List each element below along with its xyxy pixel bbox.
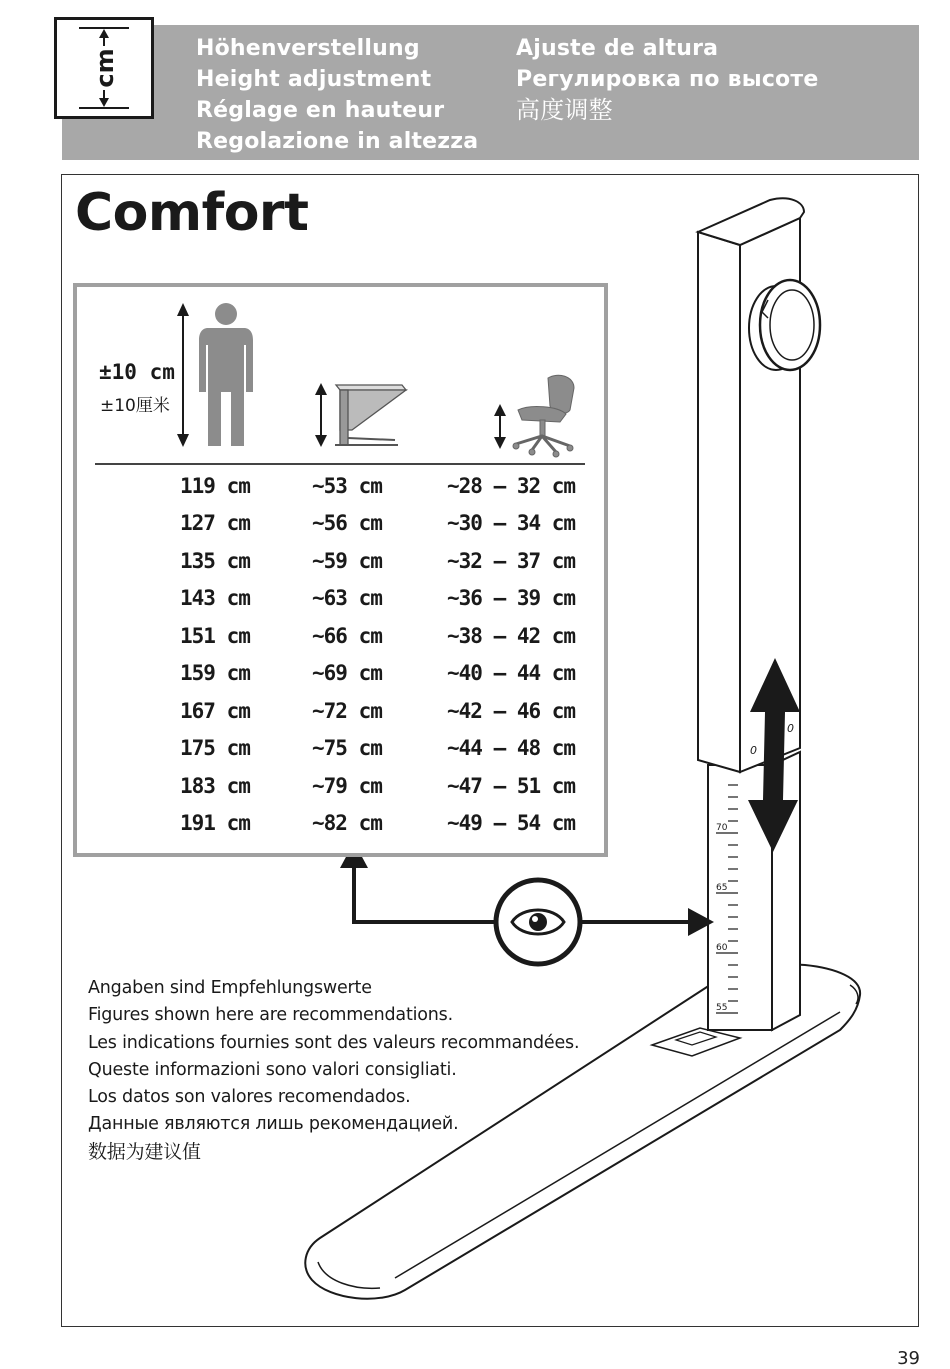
chair-height-cell: ~42 – 46 cm (447, 699, 576, 723)
person-height-cell: 151 cm (180, 624, 250, 648)
tolerance-label-cn: ±10厘米 (100, 396, 170, 416)
chair-height-cell: ~36 – 39 cm (447, 586, 576, 610)
note-cn: 数据为建议值 (88, 1140, 201, 1163)
page-title: Comfort (75, 183, 309, 243)
tolerance-label: ±10 cm (99, 360, 175, 384)
scale-label-60: 60 (716, 943, 728, 953)
person-height-cell: 135 cm (180, 549, 250, 573)
svg-text:0: 0 (750, 744, 757, 757)
desk-height-cell: ~63 cm (312, 586, 382, 610)
svg-text:0: 0 (787, 722, 794, 735)
chair-height-cell: ~32 – 37 cm (447, 549, 576, 573)
desk-height-cell: ~72 cm (312, 699, 382, 723)
header-title-cn: 高度调整 (516, 96, 613, 124)
desk-height-cell: ~53 cm (312, 474, 382, 498)
person-height-cell: 175 cm (180, 736, 250, 760)
desk-height-cell: ~82 cm (312, 811, 382, 835)
table-row (0, 736, 950, 766)
desk-height-cell: ~75 cm (312, 736, 382, 760)
scale-label-65: 65 (716, 883, 728, 893)
person-height-cell: 119 cm (180, 474, 250, 498)
note-en: Figures shown here are recommendations. (88, 1005, 453, 1026)
person-height-cell: 127 cm (180, 511, 250, 535)
header-title-en: Height adjustment (196, 67, 432, 92)
chair-height-arrow-icon (494, 404, 506, 449)
chair-height-cell: ~44 – 48 cm (447, 736, 576, 760)
chair-height-cell: ~49 – 54 cm (447, 811, 576, 835)
note-es: Los datos son valores recomendados. (88, 1087, 411, 1108)
person-height-cell: 167 cm (180, 699, 250, 723)
table-row (0, 474, 950, 504)
person-icon (199, 303, 253, 446)
header-title-de: Höhenverstellung (196, 36, 420, 61)
note-ru: Данные являются лишь рекомендацией. (88, 1114, 459, 1135)
person-height-cell: 159 cm (180, 661, 250, 685)
header-title-ru: Регулировка по высоте (516, 67, 819, 92)
cm-label: cm (91, 48, 119, 88)
chair-height-cell: ~47 – 51 cm (447, 774, 576, 798)
header-title-es: Ajuste de altura (516, 36, 719, 61)
person-height-cell: 143 cm (180, 586, 250, 610)
chair-height-cell: ~28 – 32 cm (447, 474, 576, 498)
person-height-arrow-icon (177, 303, 189, 447)
table-row (0, 511, 950, 541)
header-title-fr: Réglage en hauteur (196, 98, 445, 123)
table-header-divider (95, 463, 585, 465)
recommendation-notes (88, 975, 579, 1166)
note-de: Angaben sind Empfehlungswerte (88, 978, 372, 998)
person-height-cell: 191 cm (180, 811, 250, 835)
desk-height-arrow-icon (315, 383, 327, 447)
table-row (0, 661, 950, 691)
table-row (0, 549, 950, 579)
person-height-cell: 183 cm (180, 774, 250, 798)
table-row (0, 586, 950, 616)
chair-height-cell: ~40 – 44 cm (447, 661, 576, 685)
desk-icon (335, 385, 406, 445)
note-fr: Les indications fournies sont des valeurs recommandées. (88, 1032, 580, 1053)
table-row (0, 774, 950, 804)
desk-height-cell: ~66 cm (312, 624, 382, 648)
chair-height-cell: ~38 – 42 cm (447, 624, 576, 648)
desk-height-cell: ~79 cm (312, 774, 382, 798)
header-title-it: Regolazione in altezza (196, 129, 479, 154)
scale-label-55: 55 (716, 1003, 728, 1013)
chair-icon (513, 375, 574, 457)
page-number: 39 (897, 1348, 920, 1369)
chair-height-cell: ~30 – 34 cm (447, 511, 576, 535)
table-row (0, 699, 950, 729)
table-row (0, 624, 950, 654)
desk-height-cell: ~56 cm (312, 511, 382, 535)
note-it: Queste informazioni sono valori consigliati. (88, 1059, 457, 1080)
table-row (0, 811, 950, 841)
scale-label-70: 70 (716, 823, 728, 833)
desk-height-cell: ~59 cm (312, 549, 382, 573)
desk-height-cell: ~69 cm (312, 661, 382, 685)
